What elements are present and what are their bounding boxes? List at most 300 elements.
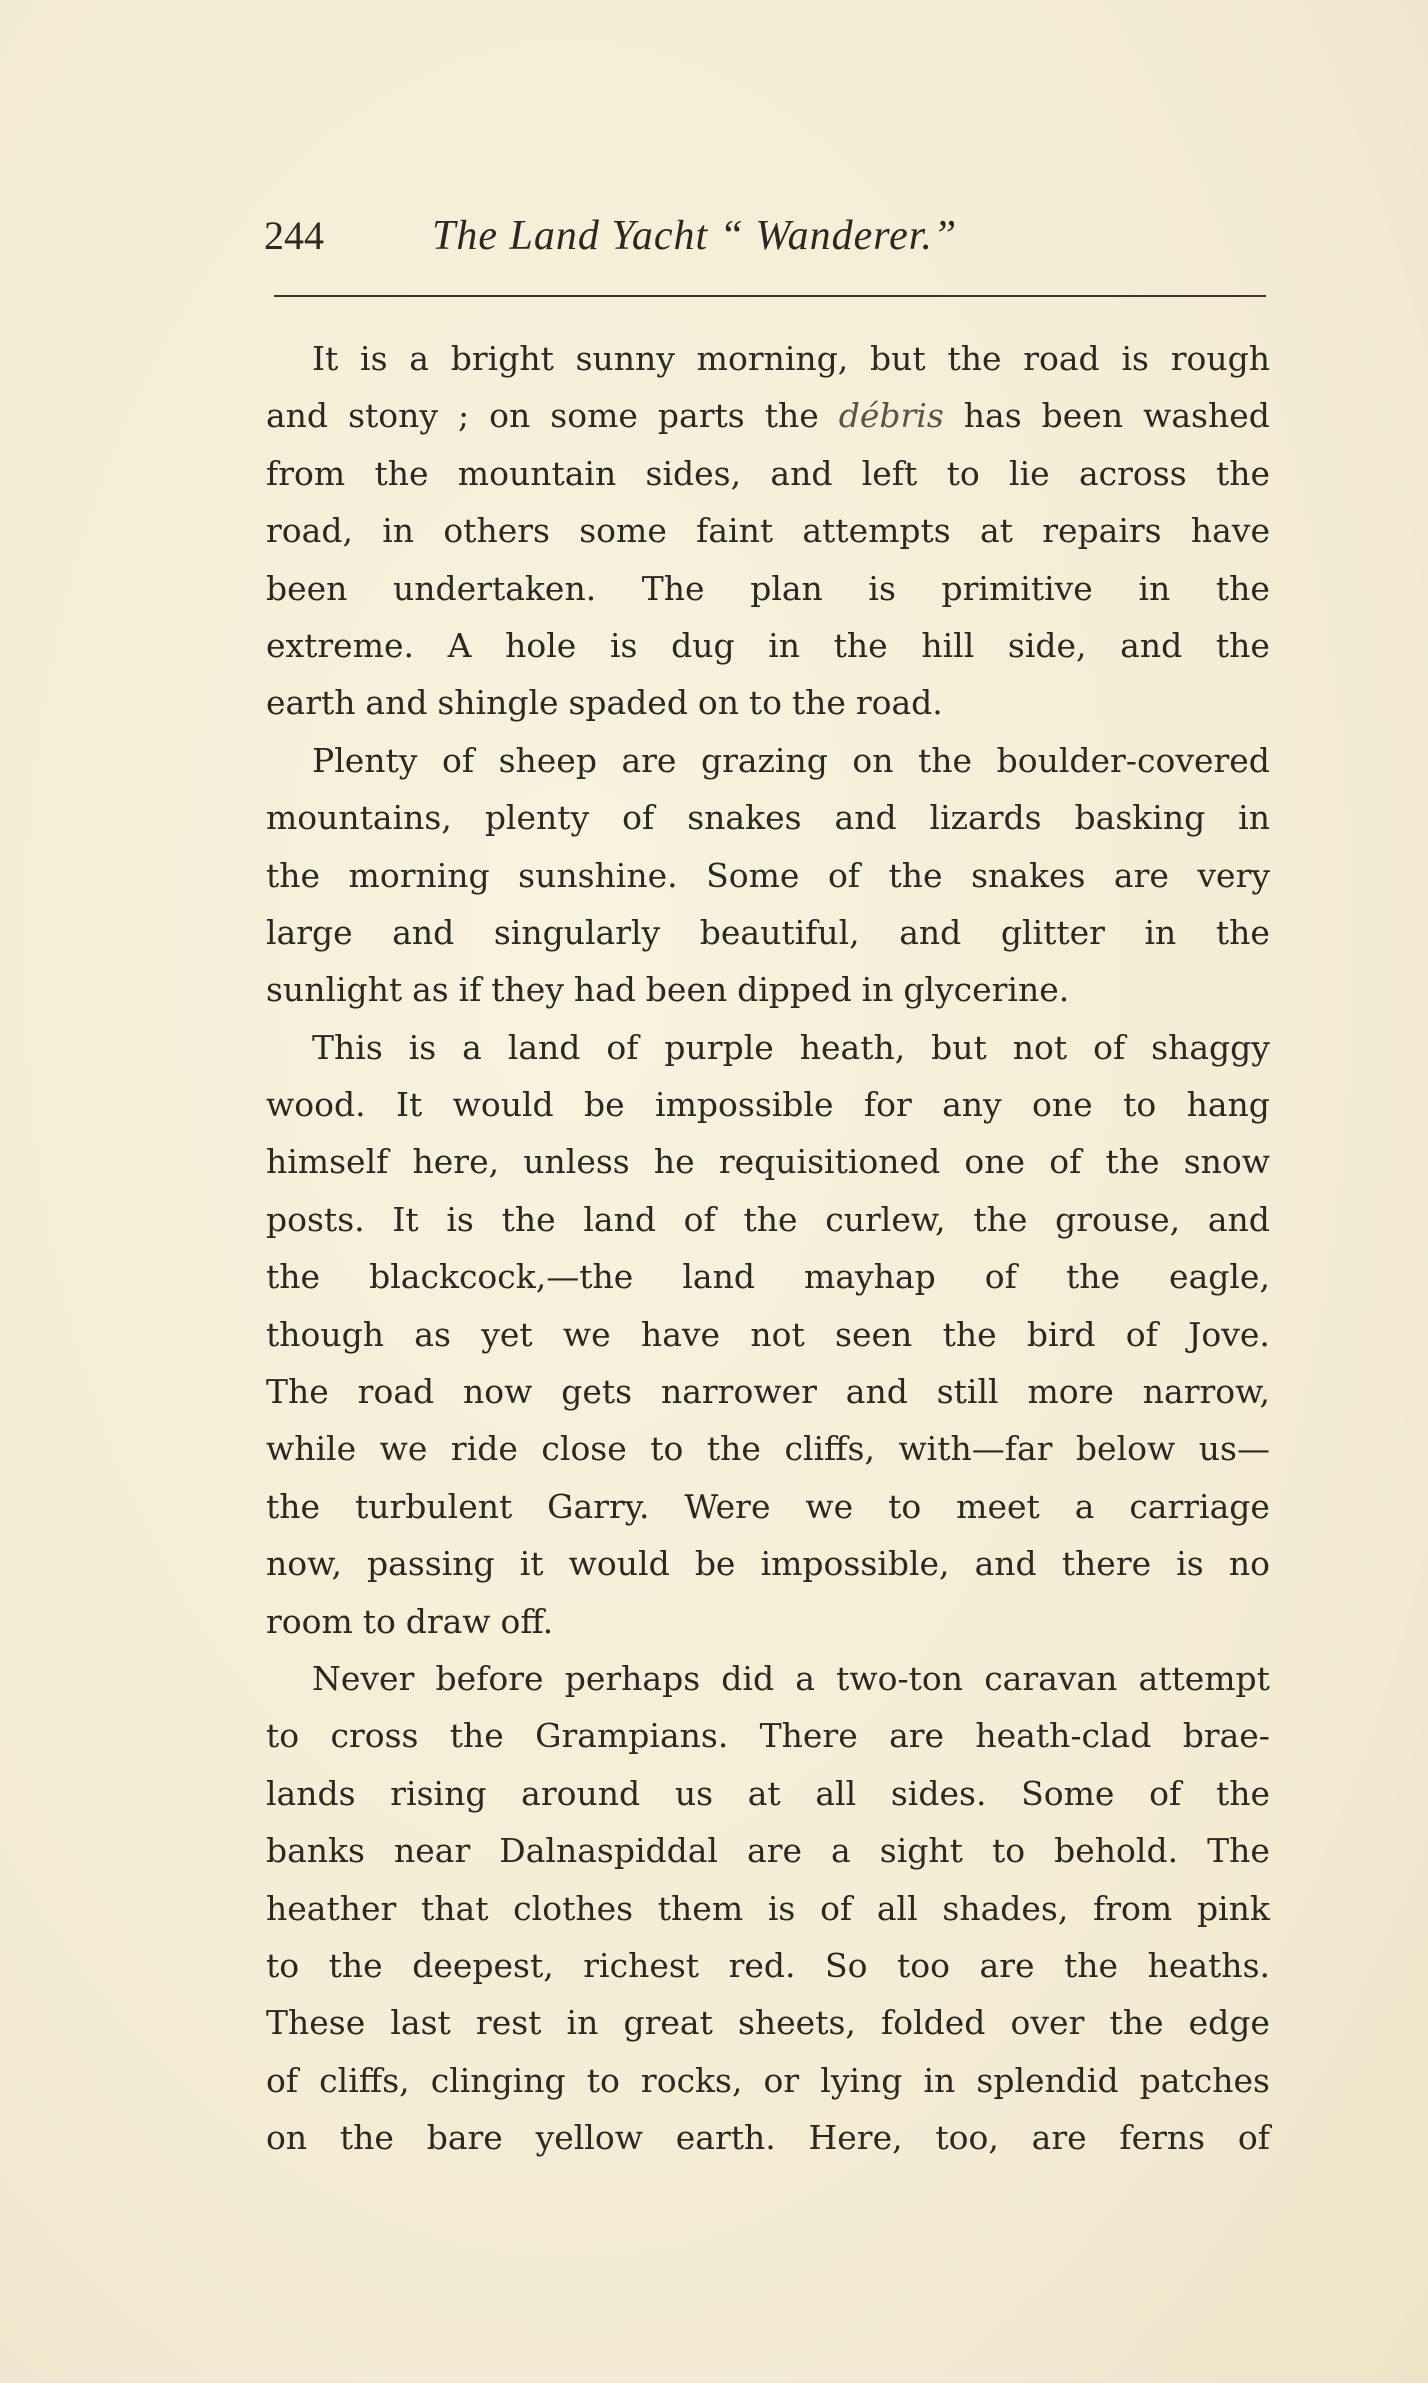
- word: around: [521, 1773, 641, 1813]
- word: earth.: [675, 2118, 776, 2158]
- word: to: [266, 1945, 300, 1985]
- word: pink: [1196, 1888, 1270, 1928]
- word: patches: [1139, 2060, 1270, 2100]
- word: off.: [500, 1601, 554, 1641]
- word: us: [674, 1773, 714, 1813]
- word: of: [683, 1199, 716, 1239]
- text-line: [266, 1076, 1270, 1133]
- word: draw: [405, 1601, 491, 1641]
- word: on: [697, 683, 739, 723]
- word: dug: [671, 625, 735, 665]
- word: undertaken.: [393, 568, 597, 608]
- word: The: [266, 1372, 329, 1412]
- word: all: [876, 1888, 918, 1928]
- word: the: [1065, 1257, 1120, 1297]
- word: that: [421, 1888, 489, 1928]
- word: have: [1190, 511, 1270, 551]
- word: rest: [475, 2003, 542, 2043]
- text-line: [266, 904, 1270, 961]
- word: road: [1023, 339, 1100, 378]
- word: sight: [879, 1831, 963, 1871]
- word: cliffs,: [784, 1429, 875, 1469]
- word: and: [834, 798, 897, 838]
- word: last: [390, 2003, 451, 2043]
- word: some: [550, 396, 638, 436]
- word: rising: [390, 1773, 487, 1813]
- word: from: [266, 453, 346, 493]
- text-line: [266, 961, 1270, 1018]
- word: great: [623, 2003, 713, 2043]
- word: is: [609, 625, 638, 665]
- word: of: [1149, 1773, 1182, 1813]
- word: he: [653, 1142, 695, 1182]
- word: the: [1215, 912, 1270, 952]
- word: sides,: [645, 453, 742, 493]
- word: in: [382, 511, 415, 551]
- word: So: [825, 1945, 868, 1985]
- word: or: [763, 2060, 800, 2100]
- text-line: [266, 1306, 1270, 1363]
- word: There: [759, 1716, 858, 1756]
- word: near: [394, 1831, 471, 1871]
- word: sheets,: [737, 2003, 856, 2043]
- word: the: [1215, 568, 1270, 608]
- word: and: [392, 912, 455, 952]
- word: Some: [706, 855, 800, 895]
- word: morning,: [696, 339, 849, 378]
- word: with—far: [898, 1429, 1053, 1469]
- word: and: [974, 1544, 1037, 1584]
- word: clinging: [430, 2060, 566, 2100]
- word: the: [918, 740, 973, 780]
- word: plenty: [484, 798, 590, 838]
- word: would: [568, 1544, 670, 1584]
- word: from: [1093, 1888, 1173, 1928]
- word: attempt: [1138, 1658, 1270, 1698]
- word: room: [266, 1601, 353, 1641]
- word: plan: [750, 568, 823, 608]
- word: cliffs,: [319, 2060, 410, 2100]
- word: the: [1215, 625, 1270, 665]
- word: road: [357, 1372, 435, 1412]
- word: at: [747, 1773, 781, 1813]
- word: sunshine.: [518, 855, 678, 895]
- word: below: [1075, 1429, 1176, 1469]
- text-line: [266, 1420, 1270, 1477]
- word: glitter: [1000, 912, 1105, 952]
- word: the: [266, 1257, 321, 1297]
- header-rule: [274, 295, 1266, 297]
- word: spaded: [568, 683, 688, 723]
- word: of: [827, 855, 861, 895]
- word: earth: [266, 683, 356, 723]
- word: shingle: [437, 683, 559, 723]
- word: heather: [266, 1888, 397, 1928]
- text-line: [266, 1765, 1270, 1822]
- word: the: [743, 1199, 798, 1239]
- text-line: [266, 1650, 1270, 1707]
- word: is: [1176, 1544, 1204, 1584]
- text-line: [266, 445, 1270, 502]
- text-line: [266, 1880, 1270, 1937]
- word: impossible: [655, 1085, 834, 1125]
- word: in: [861, 970, 894, 1010]
- word: hole: [505, 625, 577, 665]
- word: carriage: [1129, 1486, 1270, 1526]
- word: sides.: [890, 1773, 987, 1813]
- word: more: [1027, 1372, 1114, 1412]
- word: on: [266, 2118, 308, 2158]
- word: edge: [1188, 2003, 1270, 2043]
- text-line: [266, 387, 1270, 444]
- word: land: [583, 1199, 656, 1239]
- text-line: [266, 789, 1270, 846]
- word: It: [395, 1085, 423, 1125]
- word: to: [946, 453, 980, 493]
- word: very: [1197, 855, 1270, 895]
- word: mayhap: [804, 1257, 936, 1297]
- word: extreme.: [266, 625, 415, 665]
- text-line: [266, 1535, 1270, 1592]
- word: road.: [855, 683, 943, 723]
- word: passing: [367, 1544, 495, 1584]
- word: turbulent: [354, 1486, 513, 1526]
- word: be: [584, 1085, 625, 1125]
- word: is: [360, 339, 388, 378]
- word: lands: [266, 1773, 356, 1813]
- word: a: [462, 1027, 482, 1067]
- word: dipped: [737, 970, 852, 1010]
- word: Jove.: [1188, 1314, 1270, 1354]
- word: requisitioned: [718, 1142, 941, 1182]
- word: hill: [921, 625, 975, 665]
- word: and: [365, 683, 428, 723]
- word: the: [339, 2118, 394, 2158]
- word: basking: [1074, 798, 1206, 838]
- word: curlew,: [825, 1199, 946, 1239]
- word: narrow,: [1142, 1372, 1270, 1412]
- word: before: [435, 1658, 544, 1698]
- text-line: [266, 1994, 1270, 2051]
- word: we: [805, 1486, 854, 1526]
- word: we: [562, 1314, 611, 1354]
- word: if: [458, 970, 482, 1010]
- word: singularly: [493, 912, 661, 952]
- text-line: [266, 1019, 1270, 1076]
- word: ride: [450, 1429, 518, 1469]
- word: heaths.: [1147, 1945, 1270, 1985]
- word: land: [507, 1027, 581, 1067]
- word: to: [650, 1429, 684, 1469]
- word: wood.: [266, 1085, 366, 1125]
- word: large: [266, 912, 353, 952]
- word: The: [1207, 1831, 1270, 1871]
- page-header: [264, 212, 1268, 272]
- text-line: [266, 330, 1270, 387]
- word: be: [694, 1544, 736, 1584]
- text-line: [266, 1248, 1270, 1305]
- word: the: [942, 1314, 997, 1354]
- word: too: [897, 1945, 951, 1985]
- word: in: [1238, 798, 1270, 838]
- word: are: [1113, 855, 1169, 895]
- word: perhaps: [564, 1658, 701, 1698]
- word: side,: [1007, 625, 1087, 665]
- word: behold.: [1054, 1831, 1179, 1871]
- word: been: [266, 568, 348, 608]
- word: the: [374, 453, 429, 493]
- word: of: [441, 740, 475, 780]
- word: These: [266, 2003, 366, 2043]
- word: Here,: [808, 2118, 903, 2158]
- word: glycerine.: [903, 970, 1070, 1010]
- word: It: [312, 339, 339, 378]
- word: on: [852, 740, 894, 780]
- word: sunlight: [266, 970, 403, 1010]
- word: cross: [330, 1716, 419, 1756]
- word: shades,: [942, 1888, 1069, 1928]
- word: and: [899, 912, 962, 952]
- word: not: [750, 1314, 805, 1354]
- word: lizards: [929, 798, 1042, 838]
- word: of: [266, 2060, 299, 2100]
- word: no: [1228, 1544, 1270, 1584]
- word: yet: [481, 1314, 533, 1354]
- word: the: [1105, 1142, 1160, 1182]
- word: shaggy: [1151, 1027, 1270, 1067]
- word: now: [463, 1372, 533, 1412]
- word: Plenty: [312, 740, 418, 780]
- word: as: [414, 1314, 451, 1354]
- word: but: [870, 339, 926, 378]
- word: boulder-covered: [996, 740, 1270, 780]
- word: as: [412, 970, 449, 1010]
- word: unless: [523, 1142, 630, 1182]
- word: to: [586, 2060, 620, 2100]
- word: over: [1010, 2003, 1085, 2043]
- word: and: [1120, 625, 1183, 665]
- word: gets: [561, 1372, 633, 1412]
- word: the: [706, 1429, 761, 1469]
- word: mountains,: [266, 798, 452, 838]
- word: to: [991, 1831, 1026, 1871]
- text-line: [266, 1133, 1270, 1190]
- word: parts: [657, 396, 745, 436]
- word: others: [443, 511, 550, 551]
- word: the: [791, 683, 846, 723]
- word: the: [973, 1199, 1028, 1239]
- word: to: [1123, 1085, 1157, 1125]
- word: to: [266, 1716, 300, 1756]
- word: the: [266, 1486, 321, 1526]
- word: washed: [1143, 396, 1270, 436]
- word: is: [868, 568, 896, 608]
- word: a: [831, 1831, 851, 1871]
- word: rough: [1170, 339, 1270, 378]
- word: bright: [450, 339, 554, 378]
- word: Grampians.: [535, 1716, 729, 1756]
- text-line: [266, 847, 1270, 904]
- word: and: [770, 453, 833, 493]
- word: the: [1064, 1945, 1119, 1985]
- word: all: [815, 1773, 857, 1813]
- word: to: [888, 1486, 922, 1526]
- word: them: [657, 1888, 744, 1928]
- word: in: [768, 625, 801, 665]
- word: and: [266, 396, 329, 436]
- word: there: [1061, 1544, 1152, 1584]
- word: one: [1032, 1085, 1093, 1125]
- word: and: [845, 1372, 908, 1412]
- word: of: [1237, 2118, 1270, 2158]
- word: eagle,: [1169, 1257, 1270, 1297]
- word: of: [606, 1027, 639, 1067]
- word: close: [541, 1429, 627, 1469]
- word: the: [1109, 2003, 1164, 2043]
- word: A: [447, 625, 472, 665]
- word: are: [621, 740, 677, 780]
- word: deepest,: [412, 1945, 554, 1985]
- word: ferns: [1119, 2118, 1206, 2158]
- word: are: [889, 1716, 945, 1756]
- word: and: [1207, 1199, 1270, 1239]
- word: mountain: [457, 453, 617, 493]
- word: meet: [956, 1486, 1040, 1526]
- word: are: [747, 1831, 803, 1871]
- word: is: [446, 1199, 474, 1239]
- word: too,: [935, 2118, 999, 2158]
- word: any: [942, 1085, 1002, 1125]
- word: of: [1125, 1314, 1158, 1354]
- word: caravan: [984, 1658, 1118, 1698]
- word: in: [1144, 912, 1177, 952]
- word: of: [820, 1888, 853, 1928]
- word: left: [861, 453, 918, 493]
- word: the: [888, 855, 943, 895]
- word: the: [1215, 1773, 1270, 1813]
- word: primitive: [941, 568, 1093, 608]
- word: Never: [312, 1658, 415, 1698]
- text-line: [266, 1937, 1270, 1994]
- word: the: [1215, 453, 1270, 493]
- word: folded: [881, 2003, 986, 2043]
- word: a: [1074, 1486, 1095, 1526]
- word: purple: [664, 1027, 774, 1067]
- word: is: [1121, 339, 1149, 378]
- word: bare: [426, 2118, 503, 2158]
- word: the: [833, 625, 888, 665]
- word: two-ton: [836, 1658, 964, 1698]
- word: not: [1012, 1027, 1068, 1067]
- word: richest: [583, 1945, 700, 1985]
- word: here,: [412, 1142, 500, 1182]
- text-line: [266, 1593, 1270, 1650]
- text-line: [266, 1191, 1270, 1248]
- body-text: [266, 330, 1270, 2167]
- text-line: [266, 732, 1270, 789]
- word: repairs: [1042, 511, 1162, 551]
- word: have: [640, 1314, 721, 1354]
- word: is: [408, 1027, 437, 1067]
- word: to: [748, 683, 783, 723]
- word: seen: [835, 1314, 913, 1354]
- word: clothes: [513, 1888, 634, 1928]
- word: one: [964, 1142, 1026, 1182]
- word: are: [979, 1945, 1035, 1985]
- word: across: [1078, 453, 1187, 493]
- word: Were: [684, 1486, 771, 1526]
- word: blackcock,—the: [369, 1257, 634, 1297]
- word: are: [1031, 2118, 1087, 2158]
- word: but: [931, 1027, 987, 1067]
- word: been: [1041, 396, 1124, 436]
- word: some: [579, 511, 667, 551]
- word: in: [1138, 568, 1171, 608]
- word: banks: [266, 1831, 365, 1871]
- word: rocks,: [640, 2060, 743, 2100]
- word: of: [1093, 1027, 1126, 1067]
- word: grazing: [700, 740, 828, 780]
- word: morning: [348, 855, 490, 895]
- page-number: 244: [264, 213, 324, 258]
- word: hang: [1186, 1085, 1270, 1125]
- text-line: [266, 502, 1270, 559]
- word: had: [573, 970, 636, 1010]
- word: of: [984, 1257, 1017, 1297]
- word: now,: [266, 1544, 342, 1584]
- word: of: [1049, 1142, 1082, 1182]
- word: snow: [1183, 1142, 1270, 1182]
- word: been: [645, 970, 728, 1010]
- word: road,: [266, 511, 353, 551]
- word: did: [721, 1658, 775, 1698]
- word: to: [362, 1601, 396, 1641]
- word: heath-clad: [975, 1716, 1152, 1756]
- text-line: [266, 617, 1270, 674]
- italic-word: débris: [838, 396, 944, 436]
- word: in: [923, 2060, 956, 2100]
- word: for: [863, 1085, 912, 1125]
- word: we: [379, 1429, 428, 1469]
- word: snakes: [971, 855, 1086, 895]
- word: Dalnaspiddal: [499, 1831, 718, 1871]
- running-title: The Land Yacht “ Wanderer.”: [432, 213, 958, 259]
- word: lie: [1009, 453, 1050, 493]
- word: has: [963, 396, 1022, 436]
- word: of: [622, 798, 655, 838]
- text-line: [266, 674, 1270, 731]
- word: red.: [728, 1945, 796, 1985]
- word: a: [409, 339, 429, 378]
- word: posts.: [266, 1199, 365, 1239]
- word: ;: [458, 396, 470, 436]
- word: himself: [266, 1142, 389, 1182]
- word: in: [566, 2003, 599, 2043]
- word: This: [312, 1027, 383, 1067]
- word: attempts: [802, 511, 951, 551]
- text-line: [266, 1822, 1270, 1879]
- text-line: [266, 1707, 1270, 1764]
- word: it: [519, 1544, 544, 1584]
- word: grouse,: [1055, 1199, 1181, 1239]
- word: though: [266, 1314, 385, 1354]
- word: a: [795, 1658, 815, 1698]
- word: narrower: [660, 1372, 817, 1412]
- word: on: [489, 396, 531, 436]
- word: the: [501, 1199, 556, 1239]
- word: the: [449, 1716, 504, 1756]
- word: at: [980, 511, 1013, 551]
